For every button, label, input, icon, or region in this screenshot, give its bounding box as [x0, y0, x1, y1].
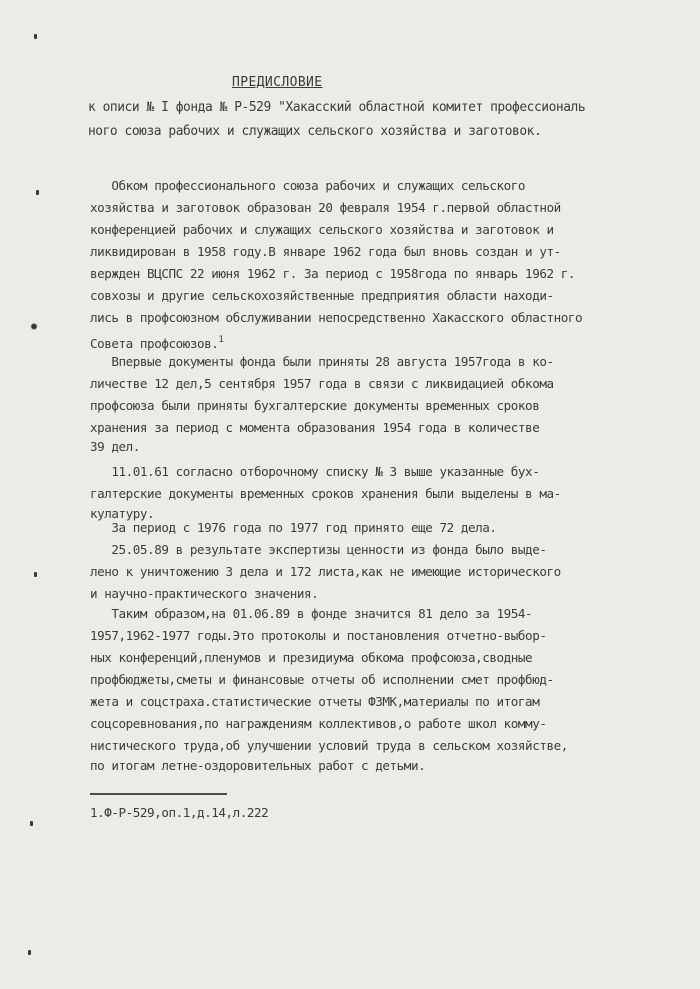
body-line: 39 дел.: [90, 439, 140, 454]
body-line: 1957,1962-1977 годы.Это протоколы и постановления отчетно-выбор-: [90, 628, 547, 643]
body-line: по итогам летне-оздоровительных работ с детьми.: [90, 758, 426, 773]
body-line: вержден ВЦСПС 22 июня 1962 г. За период с 1958года по январь 1962 г.: [90, 266, 575, 281]
body-line: и научно-практического значения.: [90, 586, 319, 601]
body-line: лись в профсоюзном обслуживании непосредственно Хакасского областного: [90, 310, 583, 325]
footnote-text: 1.Ф-Р-529,оп.1,д.14,л.222: [90, 805, 269, 820]
margin-mark: [30, 821, 33, 826]
body-line: совхозы и другие сельскохозяйственные предприятия области находи-: [90, 288, 554, 303]
body-line: хозяйства и заготовок образован 20 февраля 1954 г.первой областной: [90, 200, 561, 215]
body-line: кулатуру.: [90, 506, 155, 521]
body-line: личестве 12 дел,5 сентября 1957 года в связи с ликвидацией обкома: [90, 376, 554, 391]
footnote-divider: [90, 793, 227, 795]
footnote-marker: 1: [218, 335, 224, 345]
body-line: 11.01.61 согласно отборочному списку № 3 выше указанные бух-: [90, 464, 540, 479]
body-line: За период с 1976 года по 1977 год принято еще 72 дела.: [90, 520, 497, 535]
body-line: галтерские документы временных сроков хранения были выделены в ма-: [90, 486, 561, 501]
margin-mark: [34, 34, 37, 39]
body-line: конференцией рабочих и служащих сельского хозяйства и заготовок и: [90, 222, 554, 237]
body-line: ликвидирован в 1958 году.В январе 1962 года был вновь создан и ут-: [90, 244, 561, 259]
body-line: Таким образом,на 01.06.89 в фонде значится 81 дело за 1954-: [90, 606, 533, 621]
body-line: хранения за период с момента образования 1954 года в количестве: [90, 420, 540, 435]
document-title: ПРЕДИСЛОВИЕ: [232, 75, 323, 90]
body-line: профсоюза были приняты бухгалтерские документы временных сроков: [90, 398, 540, 413]
body-line: лено к уничтожению 3 дела и 172 листа,как не имеющие исторического: [90, 564, 561, 579]
body-line: Обком профессионального союза рабочих и служащих сельского: [90, 178, 526, 193]
body-line: соцсоревнования,по награждениям коллективов,о работе школ комму-: [90, 716, 547, 731]
margin-mark: [34, 572, 37, 577]
body-line: Впервые документы фонда были приняты 28 августа 1957года в ко-: [90, 354, 554, 369]
heading-line-2: ного союза рабочих и служащих сельского хозяйства и заготовок.: [88, 124, 542, 139]
ink-blot: [30, 322, 38, 331]
body-line: Совета профсоюзов.$^1$: [90, 335, 224, 351]
body-line: ных конференций,пленумов и президиума обкома профсоюза,сводные: [90, 650, 533, 665]
body-line: жета и соцстраха.статистические отчеты ФЗМК,материалы по итогам: [90, 694, 540, 709]
body-line: нистического труда,об улучшении условий труда в сельском хозяйстве,: [90, 738, 568, 753]
heading-line-1: к описи № I фонда № Р-529 "Хакасский областной комитет профессиональ: [88, 100, 586, 115]
body-line: 25.05.89 в результате экспертизы ценности из фонда было выде-: [90, 542, 547, 557]
margin-mark: [28, 950, 31, 955]
body-line: профбюджеты,сметы и финансовые отчеты об исполнении смет профбюд-: [90, 672, 554, 687]
margin-mark: [36, 190, 39, 195]
